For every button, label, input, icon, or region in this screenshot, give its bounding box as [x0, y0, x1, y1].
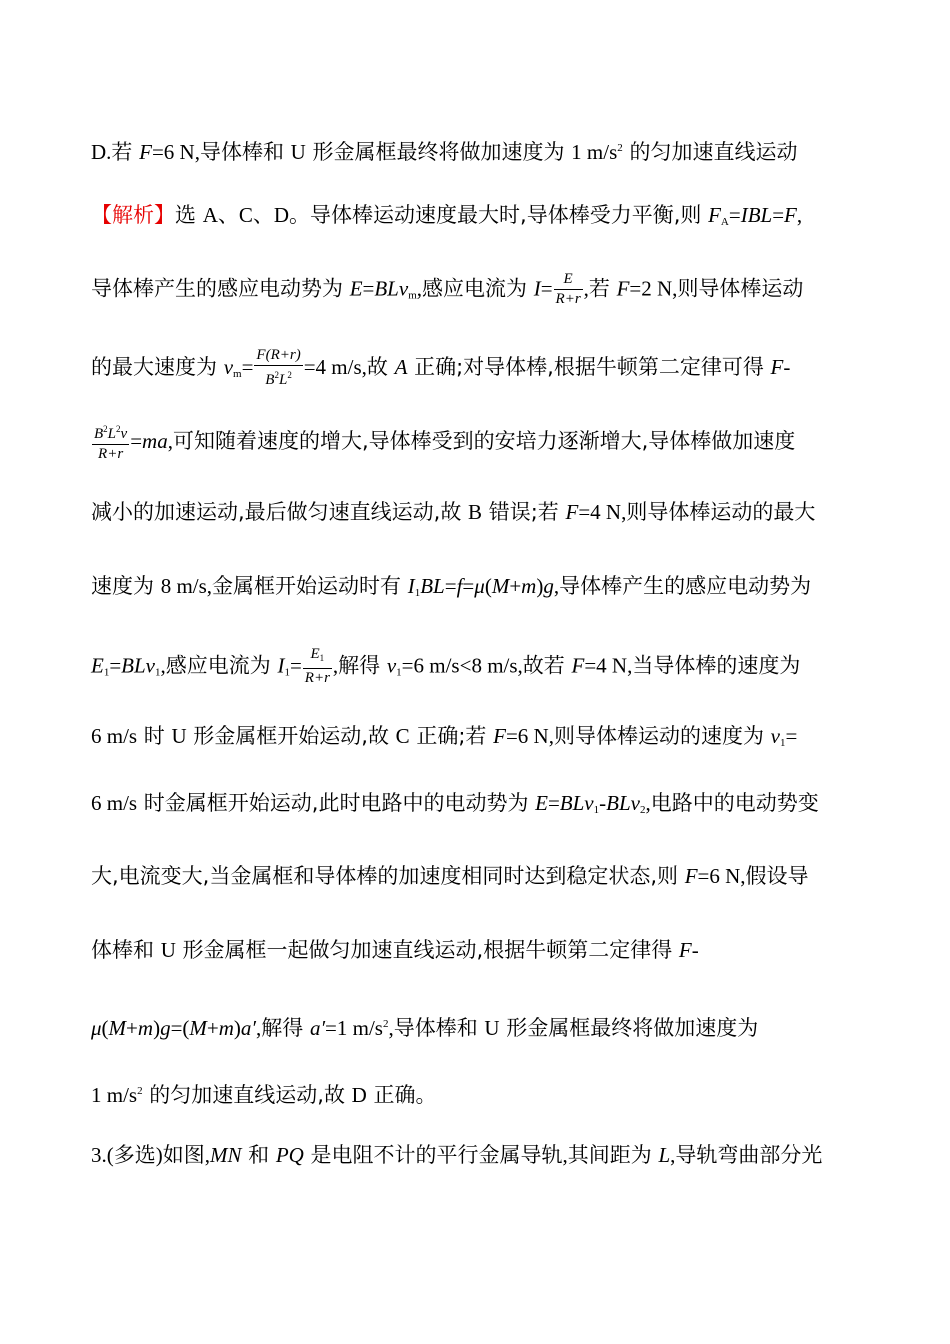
analysis-line-6: 速度为 8 m/s,金属框开始运动时有 $I_1BL=f=\mu(M+m)g$,导体棒产生的感应电动势为 — [91, 574, 812, 599]
analysis-line-7: $E_1=BLv_1$,感应电流为 $I_1=$ $\frac{E_1}{R+r}$ ,解得 $v_1=6$ m/s<8 m/s,故若 F=4 N,当导体棒的速度为 — [91, 646, 801, 686]
fraction-current-1: $\frac{E_1}{R+r}$ — [304, 646, 330, 686]
option-d: D.若 F=6 N,导体棒和 U 形金属框最终将做加速度为 1 $m/s^2$ 的匀加速直线运动 — [91, 140, 798, 164]
analysis-line-5: 减小的加速运动,最后做匀速直线运动,故 B 错误;若 F=4 N,则导体棒运动的最大 — [91, 500, 816, 524]
analysis-line-2: 导体棒产生的感应电动势为 E=BLv$_m$,感应电流为 I= $\frac{E}{R+r}$ ,若 F=2 N,则导体棒运动 — [91, 271, 804, 307]
fraction-vmax: $\frac{F(R+r)}{B^2L^2}$ — [256, 347, 301, 388]
analysis-tag: 【解析】 — [91, 203, 175, 227]
analysis-line-1: 【解析】选 A、C、D。导体棒运动速度最大时,导体棒受力平衡,则 $F_A=IBL=F$, — [91, 203, 803, 228]
analysis-line-8: 6 m/s 时 U 形金属框开始运动,故 C 正确;若 F=6 N,则导体棒运动的速度为 $v_1=$ — [91, 724, 798, 749]
fraction-current: $\frac{E}{R+r}$ — [555, 271, 581, 307]
fraction-ampere-force: $\frac{B^2L^2v}{R+r}$ — [92, 420, 129, 464]
analysis-line-10: 大,电流变大,当金属框和导体棒的加速度相同时达到稳定状态,则 F=6 N,假设导 — [91, 864, 809, 888]
analysis-line-11: 体棒和 U 形金属框一起做匀加速直线运动,根据牛顿第二定律得 F- — [91, 938, 699, 962]
analysis-line-3: 的最大速度为 $v_m=$ $\frac{F(R+r)}{B^2L^2}$ =4 m/s,故 A 正确;对导体棒,根据牛顿第二定律可得 F- — [91, 347, 791, 388]
analysis-line-13: 1 $m/s^2$ 的匀加速直线运动,故 D 正确。 — [91, 1083, 437, 1107]
analysis-line-4: $\frac{B^2L^2v}{R+r}$ =ma,可知随着速度的增大,导体棒受到的安培力逐渐增大,导体棒做加速度 — [91, 420, 795, 464]
analysis-line-12: μ(M+m)g=(M+m)a′,解得 a′=1 $m/s^2$,导体棒和 U 形金属框最终将做加速度为 — [91, 1016, 759, 1040]
analysis-line-9: 6 m/s 时金属框开始运动,此时电路中的电动势为 E=BLv$_1$-BLv$_2$,电路中的电动势变 — [91, 791, 819, 816]
question-3: 3.(多选)如图,MN 和 PQ 是电阻不计的平行金属导轨,其间距为 L,导轨弯曲部分光 — [91, 1143, 823, 1167]
